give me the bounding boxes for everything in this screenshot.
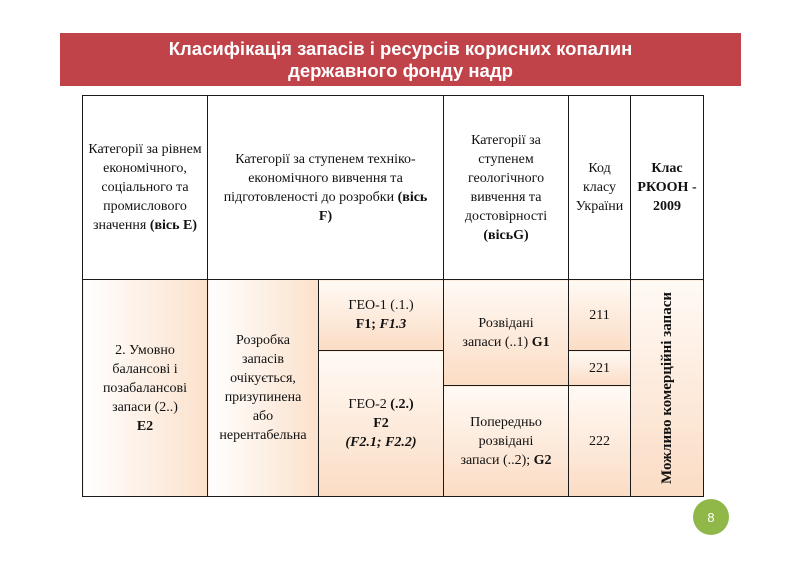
header-axis-e-label: (вісь Е) — [149, 218, 198, 233]
header-axis-g-label: (вісьG) — [483, 227, 529, 243]
page-number-badge — [693, 499, 729, 535]
header-axis-f — [208, 96, 444, 280]
cell-geo1-text: ГЕО-1 (.1.) — [348, 298, 414, 313]
cell-code-211 — [569, 280, 631, 351]
cell-code-222 — [569, 386, 631, 497]
cell-class-value: Можливо комерційні запаси — [658, 292, 675, 484]
header-code-text: Код класу України — [575, 161, 624, 214]
header-code — [569, 96, 631, 280]
header-axis-g — [444, 96, 569, 280]
cell-geo1-f13: F1.3 — [379, 317, 407, 332]
cell-g2-text: Попередньо розвідані запаси (..2); — [460, 414, 542, 468]
cell-axis-f-text: Розробка запасів очікується, призупинена або нерентабельна — [219, 333, 307, 443]
cell-code-211-text: 211 — [589, 307, 610, 323]
header-row — [83, 96, 704, 280]
cell-class-text — [658, 292, 677, 484]
cell-code-221-text: 221 — [589, 360, 611, 376]
cell-class — [631, 280, 704, 497]
slide-title-line-1: Класифікація запасів і ресурсів корисних копалин — [168, 38, 633, 59]
cell-geo2-sub: (F2.1; F2.2) — [345, 435, 417, 450]
header-axis-f-label: (вісь F) — [318, 189, 428, 224]
header-axis-g-text: Категорії за ступенем геологічного вивчення та достовірності — [464, 132, 548, 224]
classification-table — [82, 95, 704, 497]
cell-axis-e-text: 2. Умовно балансові і позабалансові запаси (2..) — [102, 342, 188, 415]
data-row-1 — [83, 280, 704, 351]
header-class-text: Клас РКООН - 2009 — [637, 161, 697, 214]
cell-geo2-text: ГЕО-2 — [348, 397, 387, 412]
header-axis-e-text: Категорії за рівнем економічного, соціального та промислового значення — [88, 142, 202, 233]
slide-title-line-2: державного фонду надр — [288, 60, 513, 81]
header-axis-e — [83, 96, 208, 280]
cell-code-221 — [569, 351, 631, 386]
cell-g2 — [444, 386, 569, 497]
cell-axis-e — [83, 280, 208, 497]
cell-geo2-f2: F2 — [373, 416, 389, 431]
header-axis-f-text: Категорії за ступенем техніко-економічного вивчення та підготовленості до розробки — [223, 151, 416, 205]
page-number: 8 — [707, 509, 715, 525]
cell-geo2 — [319, 351, 444, 497]
cell-geo1-f1: F1; — [355, 317, 376, 332]
cell-g1-text: Розвідані запаси (..1) — [462, 315, 534, 350]
cell-code-222-text: 222 — [589, 433, 611, 449]
cell-g1 — [444, 280, 569, 386]
cell-axis-e-code: E2 — [136, 418, 154, 434]
cell-g1-code: G1 — [531, 334, 550, 350]
cell-geo1 — [319, 280, 444, 351]
slide-title — [60, 33, 741, 86]
cell-geo2-code: (.2.) — [390, 397, 414, 412]
cell-axis-f — [208, 280, 319, 497]
cell-g2-code: G2 — [533, 452, 552, 468]
header-class — [631, 96, 704, 280]
